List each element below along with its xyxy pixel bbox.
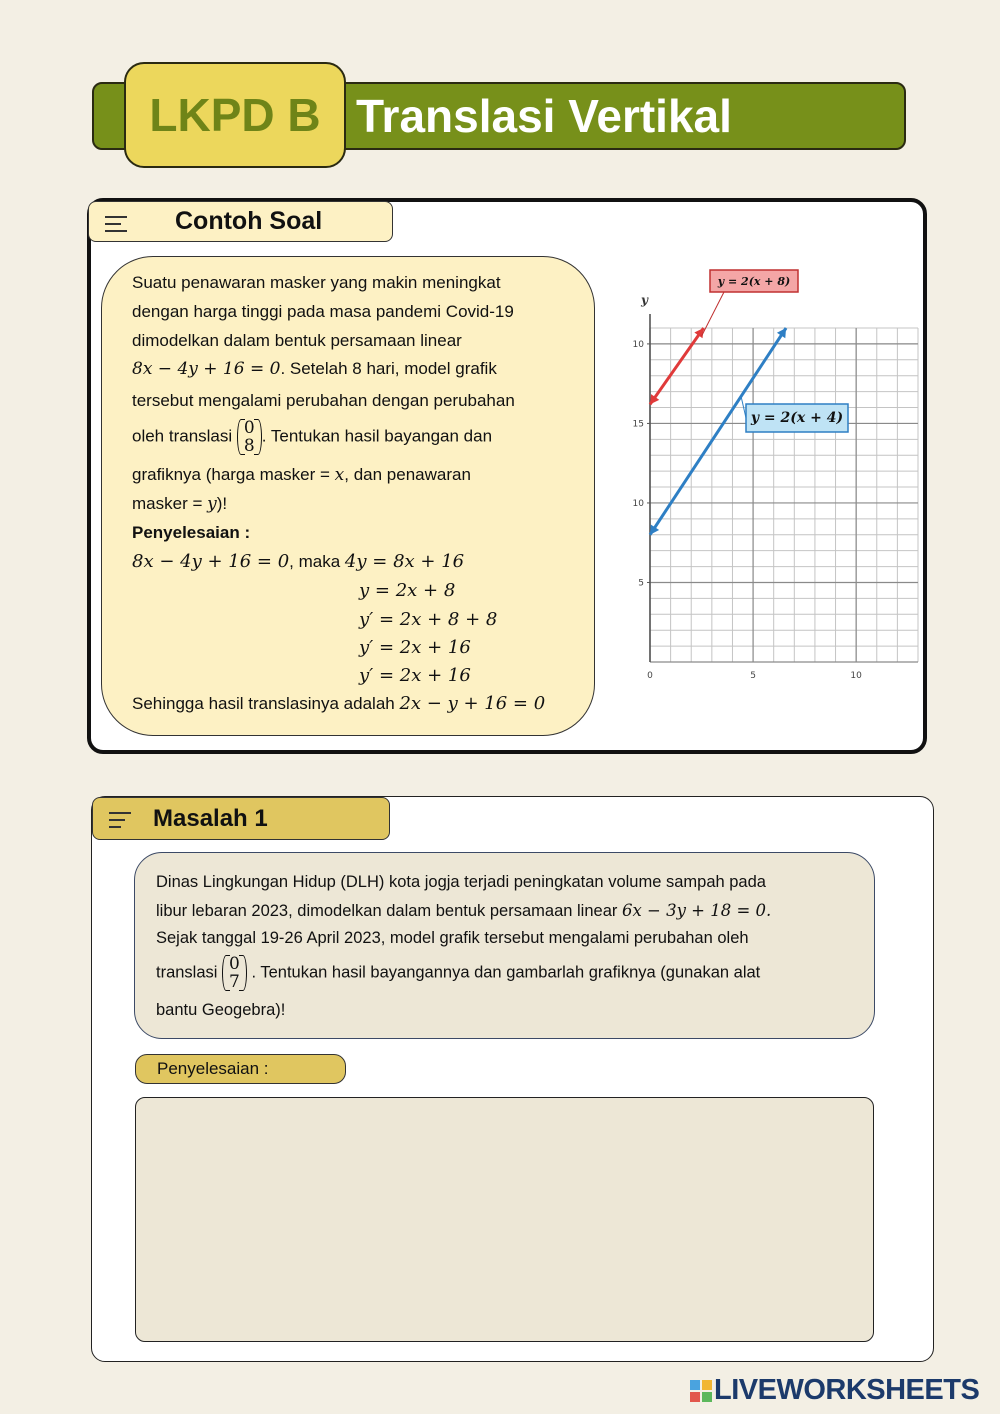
solution-step: y = 2x + 8 <box>359 580 456 601</box>
solution-step: y′ = 2x + 16 <box>359 665 471 686</box>
translation-vector: 0 8 <box>237 419 262 455</box>
y-tick-label: 5 <box>638 578 644 589</box>
problem-label <box>92 797 390 840</box>
example-line: 8x − 4y + 16 = 0. Setelah 8 hari, model grafik <box>132 359 497 379</box>
y-tick-label: 10 <box>632 339 644 350</box>
lkpd-tab: LKPD B <box>124 62 346 168</box>
series-label: y = 2(x + 8) <box>717 275 791 288</box>
example-text-box <box>101 256 595 736</box>
x-tick-label: 10 <box>850 671 862 681</box>
solution-step: y′ = 2x + 8 + 8 <box>359 609 498 630</box>
solution-label: Penyelesaian : <box>135 1054 346 1084</box>
answer-input-area[interactable] <box>135 1097 874 1342</box>
problem-line: bantu Geogebra)! <box>156 1001 286 1019</box>
series-label-leader <box>741 395 746 418</box>
problem-line: Dinas Lingkungan Hidup (DLH) kota jogja terjadi peningkatan volume sampah pada <box>156 873 766 891</box>
translation-vector: 0 7 <box>222 955 247 991</box>
series-line <box>650 328 704 404</box>
example-line: Suatu penawaran masker yang makin meningkat <box>132 273 501 292</box>
menu-icon <box>109 812 131 833</box>
y-tick-label: 15 <box>632 419 644 430</box>
y-tick-label: 10 <box>632 498 644 509</box>
translation-graph <box>620 262 920 692</box>
problem-text-box <box>134 852 875 1039</box>
x-tick-label: 0 <box>647 671 653 681</box>
example-label <box>88 201 393 242</box>
equation: 8x − 4y + 16 = 0 <box>132 359 281 379</box>
example-line: oleh translasi 0 8 . Tentukan hasil bayangan dan <box>132 418 493 456</box>
problem-line: Sejak tanggal 19-26 April 2023, model grafik tersebut mengalami perubahan oleh <box>156 929 749 947</box>
brand-logo <box>690 1372 979 1408</box>
example-line: grafiknya (harga masker = x, dan penawaran <box>132 465 471 485</box>
solution-step: 8x − 4y + 16 = 0, maka 4y = 8x + 16 <box>132 551 465 572</box>
x-tick-label: 5 <box>750 671 756 681</box>
example-line: masker = y)! <box>132 494 228 514</box>
example-line: dengan harga tinggi pada masa pandemi Covid-19 <box>132 302 514 321</box>
menu-icon <box>105 216 127 237</box>
liveworksheets-icon <box>690 1380 712 1402</box>
solution-heading: Penyelesaian : <box>132 523 251 542</box>
conclusion: Sehingga hasil translasinya adalah 2x − y + 16 = 0 <box>132 693 546 714</box>
series-label-leader <box>702 292 724 336</box>
example-line: tersebut mengalami perubahan dengan perubahan <box>132 391 515 410</box>
problem-line: libur lebaran 2023, dimodelkan dalam bentuk persamaan linear 6x − 3y + 18 = 0. <box>156 901 772 920</box>
series-label: y = 2(x + 4) <box>750 410 844 426</box>
y-axis-label: y <box>641 293 648 307</box>
example-line: dimodelkan dalam bentuk persamaan linear <box>132 331 462 350</box>
solution-step: y′ = 2x + 16 <box>359 637 471 658</box>
problem-line: translasi 0 7 . Tentukan hasil bayangannya dan gambarlah grafiknya (gunakan alat <box>156 954 761 992</box>
brand-text: LIVEWORKSHEETS <box>714 1374 980 1406</box>
page-title: Translasi Vertikal <box>356 90 732 142</box>
example-label-text: Contoh Soal <box>175 207 323 235</box>
problem-label-text: Masalah 1 <box>153 805 268 832</box>
